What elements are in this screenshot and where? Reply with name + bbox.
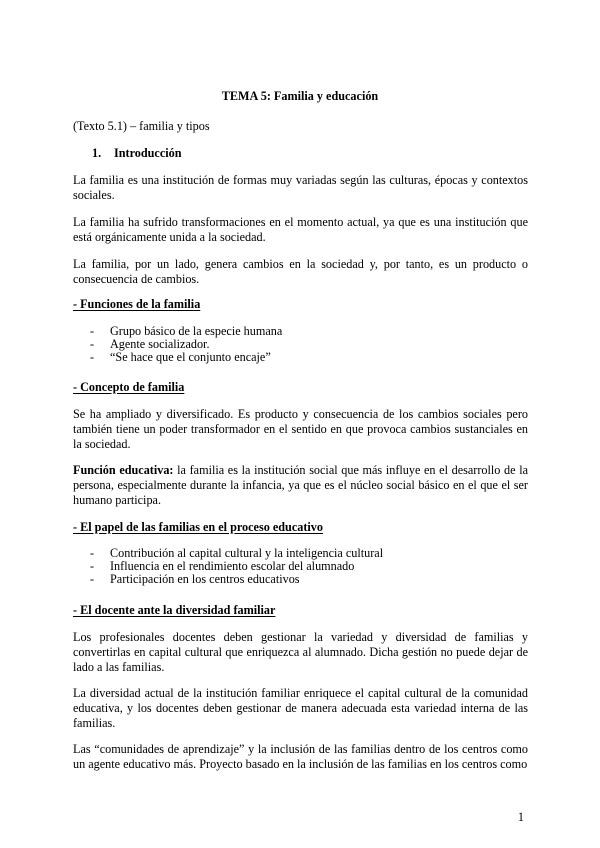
docente-paragraph-3: Las “comunidades de aprendizaje” y la inclusión de las familias dentro de los centros como un agente educativo más. Proyecto basado en la inclusión de las familias en los centros como <box>73 742 528 771</box>
funcion-educativa-text: la familia es la institución social que más influye en el desarrollo de la persona, especialmente durante la infancia, ya que es el núcleo social básico en el que el ser humano participa. <box>73 463 528 507</box>
list-dash: - <box>90 559 95 573</box>
heading-text: Introducción <box>114 146 182 160</box>
list-dash: - <box>90 324 95 338</box>
intro-paragraph-3: La familia, por un lado, genera cambios en la sociedad y, por tanto, es un producto o consecuencia de cambios. <box>73 257 528 286</box>
list-item: - Influencia en el rendimiento escolar del alumnado <box>90 559 355 573</box>
list-item: - “Se hace que el conjunto encaje” <box>90 350 271 364</box>
funcion-educativa-label: Función educativa: <box>73 463 174 477</box>
docente-paragraph-1: Los profesionales docentes deben gestionar la variedad y diversidad de familias y convertirlas en capital cultural que enriquezca al alumnado. Dicha gestión no puede dejar de lado a las familias. <box>73 630 528 674</box>
intro-paragraph-2: La familia ha sufrido transformaciones en el momento actual, ya que es una institución que está orgánicamente unida a la sociedad. <box>73 215 528 244</box>
section-title-funciones: - Funciones de la familia <box>73 297 201 311</box>
section-title-docente: - El docente ante la diversidad familiar <box>73 603 276 617</box>
page-number: 1 <box>517 810 524 825</box>
intro-paragraph-1: La familia es una institución de formas muy variadas según las culturas, épocas y contextos sociales. <box>73 173 528 202</box>
document-title: TEMA 5: Familia y educación <box>221 89 379 103</box>
list-funciones <box>90 325 510 364</box>
section-heading-introduccion <box>92 146 547 161</box>
section-title-concepto: - Concepto de familia <box>73 380 185 394</box>
heading-number: 1. <box>92 146 102 160</box>
list-papel <box>90 547 510 586</box>
docente-paragraph-2: La diversidad actual de la institución familiar enriquece el capital cultural de la comunidad educativa, y los docentes deben gestionar de manera adecuada esta variedad interna de las familias. <box>73 686 528 730</box>
list-item: - Participación en los centros educativos <box>90 572 300 586</box>
list-dash: - <box>90 546 95 560</box>
section-title-papel: - El papel de las familias en el proceso educativo <box>73 520 323 534</box>
list-dash: - <box>90 572 95 586</box>
list-dash: - <box>90 337 95 351</box>
list-item: - Grupo básico de la especie humana <box>90 324 283 338</box>
funcion-educativa-paragraph <box>73 463 528 508</box>
list-dash: - <box>90 350 95 364</box>
document-subtitle: (Texto 5.1) – familia y tipos <box>73 119 210 133</box>
list-item: - Contribución al capital cultural y la inteligencia cultural <box>90 546 384 560</box>
list-item: - Agente socializador. <box>90 337 210 351</box>
concepto-paragraph: Se ha ampliado y diversificado. Es producto y consecuencia de los cambios sociales pero también tiene un poder transformador en el sentido en que provoca cambios sustanciales en la sociedad. <box>73 407 528 451</box>
